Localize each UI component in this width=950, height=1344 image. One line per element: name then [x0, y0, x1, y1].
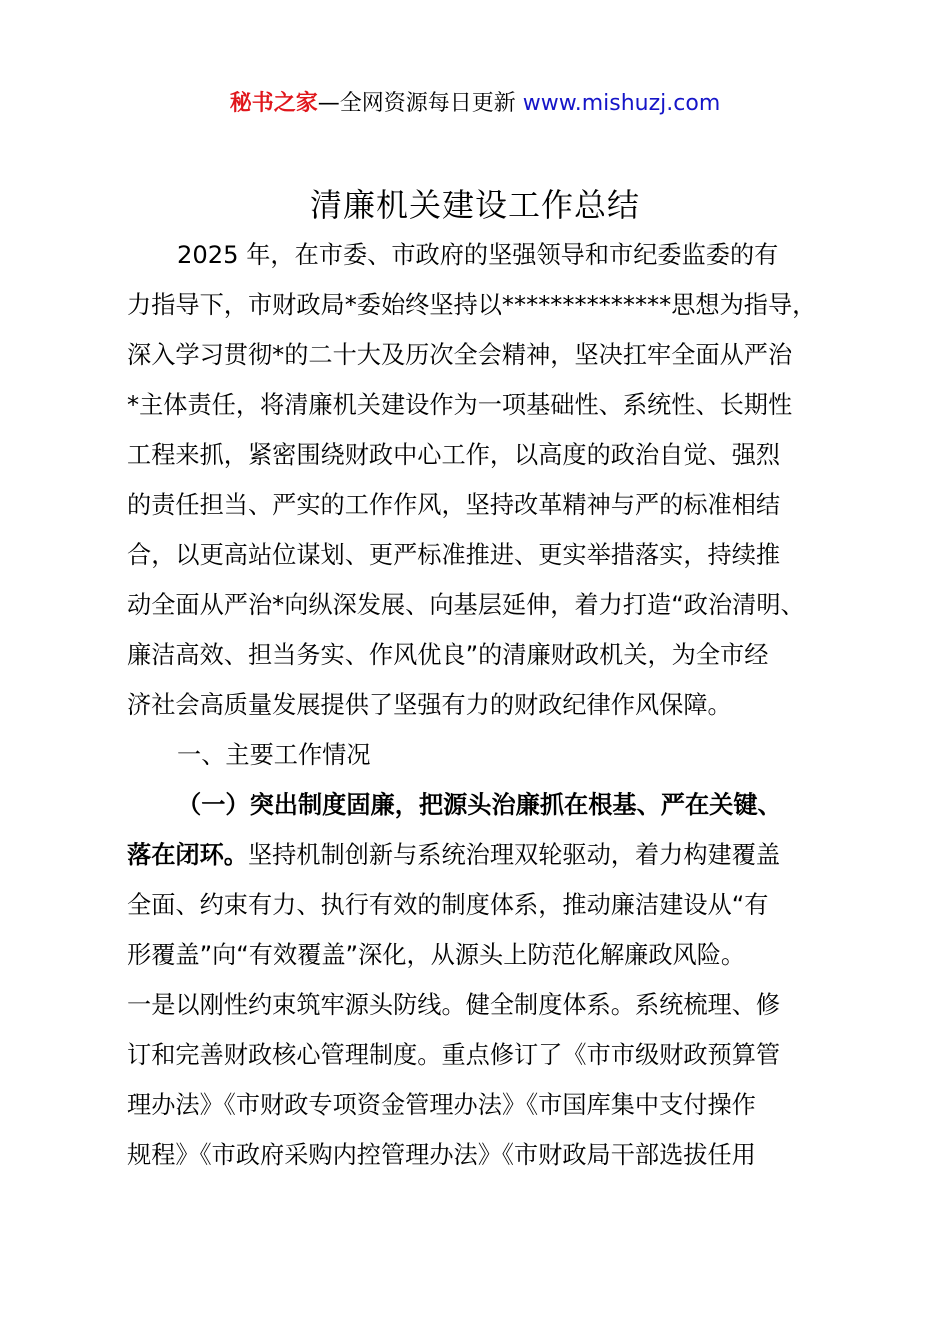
paragraph-line: 合，以更高站位谋划、更严标准推进、更实举措落实，持续推	[127, 541, 781, 569]
paragraph-line: 动全面从严治*向纵深发展、向基层延伸，着力打造“政治清明、	[127, 591, 805, 619]
header-site-link[interactable]: www.mishuzj.com	[522, 91, 721, 116]
paragraph-line: 2025 年，在市委、市政府的坚强领导和市纪委监委的有	[177, 241, 779, 269]
paragraph-line: 深入学习贯彻*的二十大及历次全会精神，坚决扛牢全面从严治	[127, 341, 793, 369]
paragraph-line: 工程来抓，紧密围绕财政中心工作，以高度的政治自觉、强烈	[127, 441, 781, 469]
paragraph-line: 一是以刚性约束筑牢源头防线。健全制度体系。系统梳理、修	[127, 991, 781, 1019]
paragraph-line: 理办法》《市财政专项资金管理办法》《市国库集中支付操作	[127, 1091, 756, 1119]
document-body	[127, 230, 847, 1180]
paragraph-line: 的责任担当、严实的工作作风，坚持改革精神与严的标准相结	[127, 491, 781, 519]
document-title: 清廉机关建设工作总结	[309, 186, 640, 224]
paragraph-line: 全面、约束有力、执行有效的制度体系，推动廉洁建设从“有	[127, 891, 769, 919]
paragraph-line-mixed	[127, 830, 847, 880]
paragraph-line: 规程》《市政府采购内控管理办法》《市财政局干部选拔任用	[127, 1141, 756, 1169]
paragraph-text: 坚持机制创新与系统治理双轮驱动，着力构建覆盖	[247, 841, 781, 869]
paragraph-line: 济社会高质量发展提供了坚强有力的财政纪律作风保障。	[127, 691, 732, 719]
section-heading: 一、主要工作情况	[177, 741, 371, 769]
paragraph-line: 力指导下，市财政局*委始终坚持以**************思想为指导，	[127, 291, 817, 319]
paragraph-line: 形覆盖”向“有效覆盖”深化，从源头上防范化解廉政风险。	[127, 941, 746, 969]
paragraph-line: *主体责任，将清廉机关建设作为一项基础性、系统性、长期性	[127, 391, 793, 419]
subsection-heading-end: 落在闭环。	[127, 841, 248, 869]
header-brand: 秘书之家	[229, 91, 318, 116]
header-tagline: —全网资源每日更新	[317, 91, 523, 116]
page-header	[0, 88, 950, 120]
paragraph-line: 订和完善财政核心管理制度。重点修订了《市市级财政预算管	[127, 1041, 781, 1069]
subsection-heading: （一）突出制度固廉，把源头治廉抓在根基、严在关键、	[177, 791, 782, 819]
paragraph-line: 廉洁高效、担当务实、作风优良”的清廉财政机关，为全市经	[127, 641, 769, 669]
